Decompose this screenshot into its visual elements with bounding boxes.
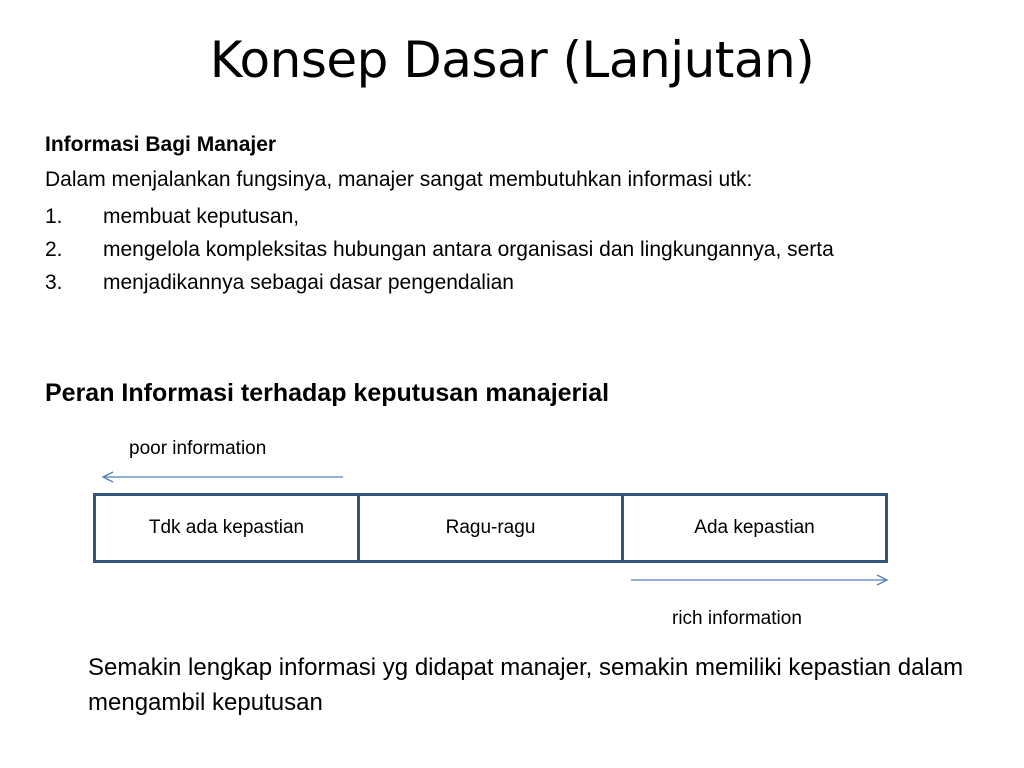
section-heading-peran: Peran Informasi terhadap keputusan manajerial [45, 379, 610, 407]
list-item-text: mengelola kompleksitas hubungan antara organisasi dan lingkungannya, serta [103, 238, 834, 261]
poor-information-label: poor information [129, 438, 267, 459]
list-item-text: menjadikannya sebagai dasar pengendalian [103, 271, 514, 294]
certainty-scale [93, 493, 888, 563]
right-arrow-icon [630, 573, 890, 587]
conclusion-text: Semakin lengkap informasi yg didapat manajer, semakin memiliki kepastian dalam mengambil keputusan [88, 654, 964, 716]
scale-box-uncertain: Tdk ada kepastian [148, 517, 305, 538]
scale-box-certain: Ada kepastian [621, 496, 885, 560]
slide-title: Konsep Dasar (Lanjutan) [209, 31, 815, 89]
scale-box-doubtful: Ragu-ragu [357, 496, 621, 560]
section-heading-informasi: Informasi Bagi Manajer [45, 133, 277, 156]
list-item-text: membuat keputusan, [103, 205, 300, 228]
list-item-number: 2. [45, 238, 63, 261]
list-item-number: 3. [45, 271, 63, 294]
intro-text: Dalam menjalankan fungsinya, manajer sangat membutuhkan informasi utk: [45, 168, 753, 191]
rich-information-label: rich information [672, 608, 802, 629]
left-arrow-icon [100, 470, 345, 484]
list-item-number: 1. [45, 205, 63, 228]
